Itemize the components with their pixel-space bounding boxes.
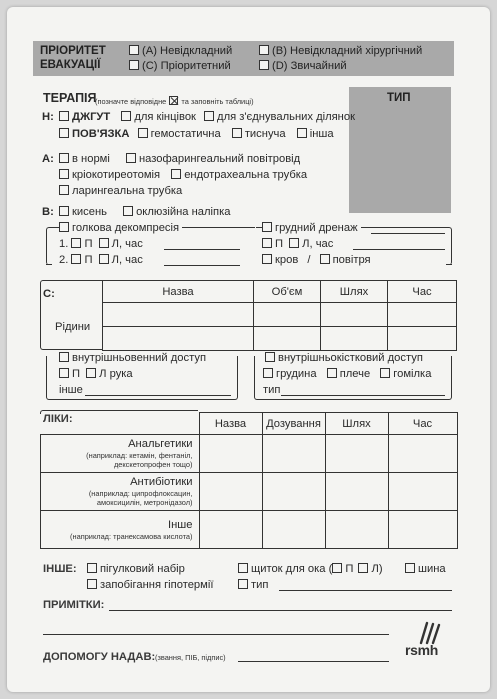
- fluids-col-route: Шлях: [321, 281, 388, 303]
- meds-cell[interactable]: [388, 473, 457, 511]
- iv-other-label: інше: [59, 384, 83, 396]
- h-bandage-row: ПОВ'ЯЗКА гемостатична тиснуча інша: [59, 127, 334, 141]
- fluids-cell[interactable]: [103, 327, 254, 351]
- fluids-col-volume: Об'єм: [254, 281, 321, 303]
- h-tourniquet-row: ДЖГУТ для кінцівок для з'єднувальних ділянок: [59, 110, 355, 124]
- help-field[interactable]: [238, 661, 389, 662]
- cric-checkbox[interactable]: [59, 169, 69, 179]
- meds-col-name: Назва: [199, 413, 262, 435]
- chest-tube-row-1: П Л, час: [262, 237, 333, 251]
- notes-label: ПРИМІТКИ:: [43, 599, 105, 611]
- io-type-label: тип: [263, 384, 281, 396]
- lma-checkbox[interactable]: [59, 185, 69, 195]
- needle-decomp-frame-bottom: [46, 264, 52, 265]
- meds-cell[interactable]: [325, 511, 388, 549]
- meds-cell[interactable]: [199, 473, 262, 511]
- hemostatic-checkbox[interactable]: [138, 128, 148, 138]
- iv-checkbox[interactable]: [59, 352, 69, 362]
- help-hint: (звання, ПІБ, підпис): [155, 653, 226, 662]
- meds-label: ЛІКИ:: [43, 413, 73, 425]
- splint-item: шина: [405, 562, 446, 576]
- meds-col-dose: Дозування: [262, 413, 325, 435]
- chest-tube-p-checkbox[interactable]: [262, 238, 272, 248]
- meds-cell[interactable]: [262, 473, 325, 511]
- meds-table: [40, 412, 458, 549]
- shoulder-checkbox[interactable]: [327, 368, 337, 378]
- therapy-title: ТЕРАПІЯ: [43, 91, 97, 105]
- other-row-2: запобігання гіпотермії: [87, 578, 213, 592]
- io-type-field[interactable]: [281, 395, 445, 396]
- decomp-row-2: 2. П Л, час: [59, 254, 143, 266]
- meds-col-route: Шлях: [325, 413, 388, 435]
- oxygen-checkbox[interactable]: [59, 206, 69, 216]
- decomp2-p-checkbox[interactable]: [71, 254, 81, 264]
- hypothermia-checkbox[interactable]: [87, 579, 97, 589]
- evac-option-d[interactable]: (D) Звичайний: [259, 59, 347, 73]
- iv-title: внутрішньовенний доступ: [57, 351, 208, 365]
- tourniquet-junctional-checkbox[interactable]: [204, 111, 214, 121]
- other-type-checkbox[interactable]: [238, 579, 248, 589]
- chest-tube-l-checkbox[interactable]: [289, 238, 299, 248]
- needle-decomp-checkbox[interactable]: [59, 222, 69, 232]
- meds-cell[interactable]: [262, 435, 325, 473]
- a-row-1: в нормі назофарингеальний повітровід: [59, 152, 300, 166]
- air-checkbox[interactable]: [320, 254, 330, 264]
- fluids-cell[interactable]: [388, 303, 457, 327]
- meds-corner: [41, 413, 200, 435]
- evac-option-c[interactable]: (C) Пріоритетний: [129, 59, 231, 73]
- eye-p-checkbox[interactable]: [332, 563, 342, 573]
- fluids-cell[interactable]: [321, 303, 388, 327]
- meds-row-other: Інше (наприклад: транексамова кислота): [41, 511, 200, 549]
- meds-cell[interactable]: [388, 511, 457, 549]
- evac-option-a[interactable]: (A) Невідкладний: [129, 44, 232, 58]
- c-label: C:: [43, 288, 55, 300]
- bandage-checkbox[interactable]: [59, 128, 69, 138]
- type-box[interactable]: [349, 87, 451, 213]
- sternum-checkbox[interactable]: [263, 368, 273, 378]
- evac-a-checkbox[interactable]: [129, 45, 139, 55]
- chest-tube-row-2: кров / повітря: [262, 253, 371, 267]
- io-row-1: грудина плече гомілка: [263, 367, 431, 381]
- occlusive-checkbox[interactable]: [123, 206, 133, 216]
- eye-l-checkbox[interactable]: [358, 563, 368, 573]
- pill-pack-checkbox[interactable]: [87, 563, 97, 573]
- tourniquet-limbs-checkbox[interactable]: [121, 111, 131, 121]
- other-type-item: тип: [238, 578, 268, 592]
- iv-row-1: П Л рука: [59, 367, 133, 381]
- notes-field-2[interactable]: [43, 634, 389, 635]
- meds-cell[interactable]: [199, 511, 262, 549]
- ett-checkbox[interactable]: [171, 169, 181, 179]
- fluids-col-name: Назва: [103, 281, 254, 303]
- fluids-col-time: Час: [388, 281, 457, 303]
- iv-l-checkbox[interactable]: [86, 368, 96, 378]
- chest-tube-title: грудний дренаж: [262, 221, 361, 235]
- chest-tube-frame-bottom: [446, 264, 452, 265]
- meds-cell[interactable]: [199, 435, 262, 473]
- other-type-field[interactable]: [279, 590, 452, 591]
- other-row-1: пігулковий набір: [87, 562, 185, 576]
- meds-col-time: Час: [388, 413, 457, 435]
- b-row-1: кисень оклюзійна наліпка: [59, 205, 230, 219]
- tourniquet-checkbox[interactable]: [59, 111, 69, 121]
- chest-tube-time-field[interactable]: [353, 249, 445, 250]
- meds-row-antibiotics: Антибіотики (наприклад: ципрофлоксацин, амоксицилін, метронідазол): [41, 473, 200, 511]
- h-label: H:: [42, 111, 54, 123]
- a-label: A:: [42, 153, 54, 165]
- evac-d-checkbox[interactable]: [259, 60, 269, 70]
- meds-row-analgesics: Анальгетики (наприклад: кетамін, фентаніл, декскетопрофен тощо): [41, 435, 200, 473]
- other-bandage-checkbox[interactable]: [297, 128, 307, 138]
- evac-title-2: ЕВАКУАЦІЇ: [40, 59, 101, 71]
- decomp2-l-checkbox[interactable]: [99, 254, 109, 264]
- c-frame-left: [40, 280, 102, 350]
- iv-p-checkbox[interactable]: [59, 368, 69, 378]
- fluids-cell[interactable]: [254, 303, 321, 327]
- fluids-cell[interactable]: [321, 327, 388, 351]
- airway-normal-checkbox[interactable]: [59, 153, 69, 163]
- npa-checkbox[interactable]: [126, 153, 136, 163]
- rsmh-logo-text: rsmh: [405, 642, 439, 658]
- a-row-2: кріокотиреотомія ендотрахеальна трубка: [59, 168, 307, 182]
- fluids-cell[interactable]: [254, 327, 321, 351]
- therapy-note: (позначте відповідне та заповніть таблиці): [95, 97, 254, 106]
- decomp1-time-field[interactable]: [164, 249, 240, 250]
- decomp1-l-checkbox[interactable]: [99, 238, 109, 248]
- fluids-table: [102, 280, 457, 351]
- splint-checkbox[interactable]: [405, 563, 415, 573]
- meds-cell[interactable]: [325, 435, 388, 473]
- io-checkbox[interactable]: [265, 352, 275, 362]
- decomp1-p-checkbox[interactable]: [71, 238, 81, 248]
- example-checked-checkbox: [169, 96, 178, 105]
- a-row-3: ларингеальна трубка: [59, 184, 182, 198]
- evac-option-b[interactable]: (B) Невідкладний хірургічний: [259, 44, 422, 58]
- evac-title-1: ПРІОРИТЕТ: [40, 45, 106, 57]
- fluids-row-label: Рідини: [55, 321, 91, 333]
- meds-cell[interactable]: [388, 435, 457, 473]
- meds-cell[interactable]: [262, 511, 325, 549]
- chest-tube-checkbox[interactable]: [262, 222, 272, 232]
- meds-cell[interactable]: [325, 473, 388, 511]
- chest-tube-extra-field[interactable]: [371, 233, 445, 234]
- needle-decomp-title: голкова декомпресія: [59, 221, 182, 235]
- tccc-card: [7, 7, 490, 692]
- evac-b-checkbox[interactable]: [259, 45, 269, 55]
- notes-field-1[interactable]: [109, 610, 452, 611]
- eye-shield-item: щиток для ока ( П Л): [238, 562, 383, 576]
- b-label: B:: [42, 206, 54, 218]
- pressure-checkbox[interactable]: [232, 128, 242, 138]
- iv-other-field[interactable]: [85, 395, 231, 396]
- evac-c-checkbox[interactable]: [129, 60, 139, 70]
- io-title: внутрішньокістковий доступ: [263, 351, 425, 365]
- help-label: ДОПОМОГУ НАДАВ:: [43, 651, 156, 663]
- type-box-label: ТИП: [387, 92, 411, 104]
- other-label: ІНШЕ:: [43, 563, 77, 575]
- fluids-cell[interactable]: [103, 303, 254, 327]
- eye-shield-checkbox[interactable]: [238, 563, 248, 573]
- fluids-cell[interactable]: [388, 327, 457, 351]
- decomp-row-1: 1. П Л, час: [59, 238, 143, 250]
- tibia-checkbox[interactable]: [380, 368, 390, 378]
- blood-checkbox[interactable]: [262, 254, 272, 264]
- decomp2-time-field[interactable]: [164, 265, 240, 266]
